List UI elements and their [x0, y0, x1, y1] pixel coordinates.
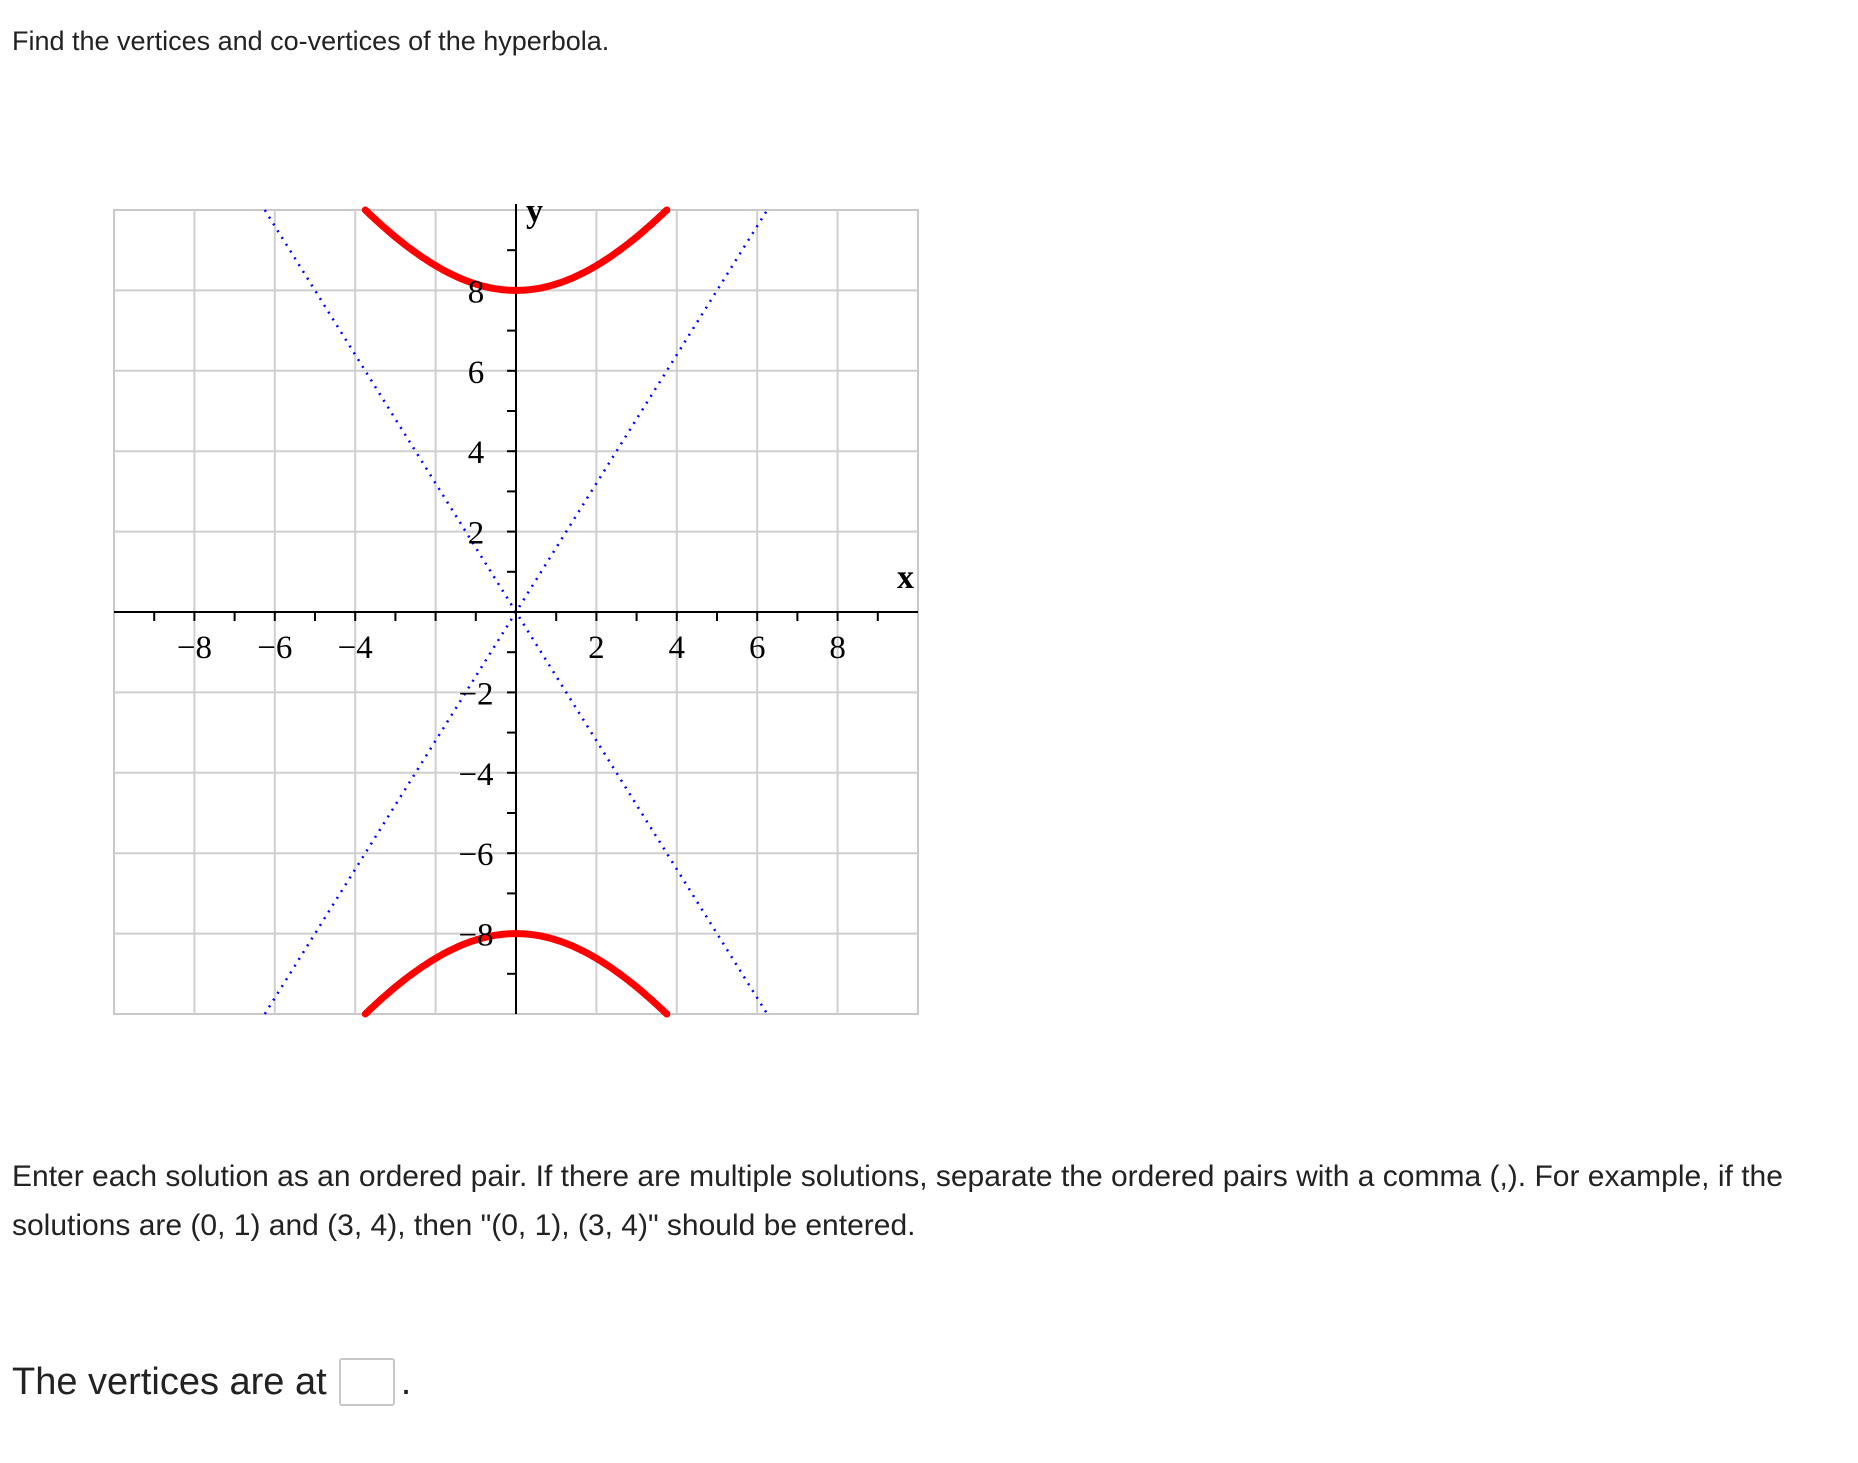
question-prompt: Find the vertices and co-vertices of the hyperbola.	[12, 26, 610, 56]
x-tick-label: −6	[257, 630, 293, 666]
x-tick-label: −8	[176, 630, 212, 666]
answer-row	[12, 1358, 411, 1406]
y-tick-label: 2	[467, 515, 485, 552]
y-tick-label: −2	[458, 676, 494, 713]
y-tick-label: 4	[467, 435, 485, 472]
x-tick-label: −4	[337, 630, 373, 666]
x-tick-label: 6	[748, 630, 766, 666]
x-tick-label: 2	[588, 630, 605, 666]
vertices-input[interactable]	[339, 1358, 395, 1406]
y-tick-label: −8	[458, 917, 494, 954]
x-tick-label: 8	[829, 630, 846, 666]
y-tick-label: 8	[467, 274, 485, 311]
y-tick-label: −4	[458, 756, 494, 793]
answer-instructions: Enter each solution as an ordered pair. If there are multiple solutions, separate the ordered pairs with a comma (,). For example, if the solutions are (0, 1) and (3, 4), then "(0, 1), (3, 4)" should be entered.	[12, 1160, 1783, 1242]
x-tick-label: 4	[668, 630, 686, 666]
y-tick-label: −6	[458, 837, 494, 874]
y-tick-label: 6	[467, 354, 485, 391]
y-axis-label: y	[526, 193, 544, 231]
answer-suffix: .	[400, 1360, 412, 1403]
x-axis-label: x	[896, 558, 914, 596]
answer-label: The vertices are at	[12, 1360, 327, 1403]
